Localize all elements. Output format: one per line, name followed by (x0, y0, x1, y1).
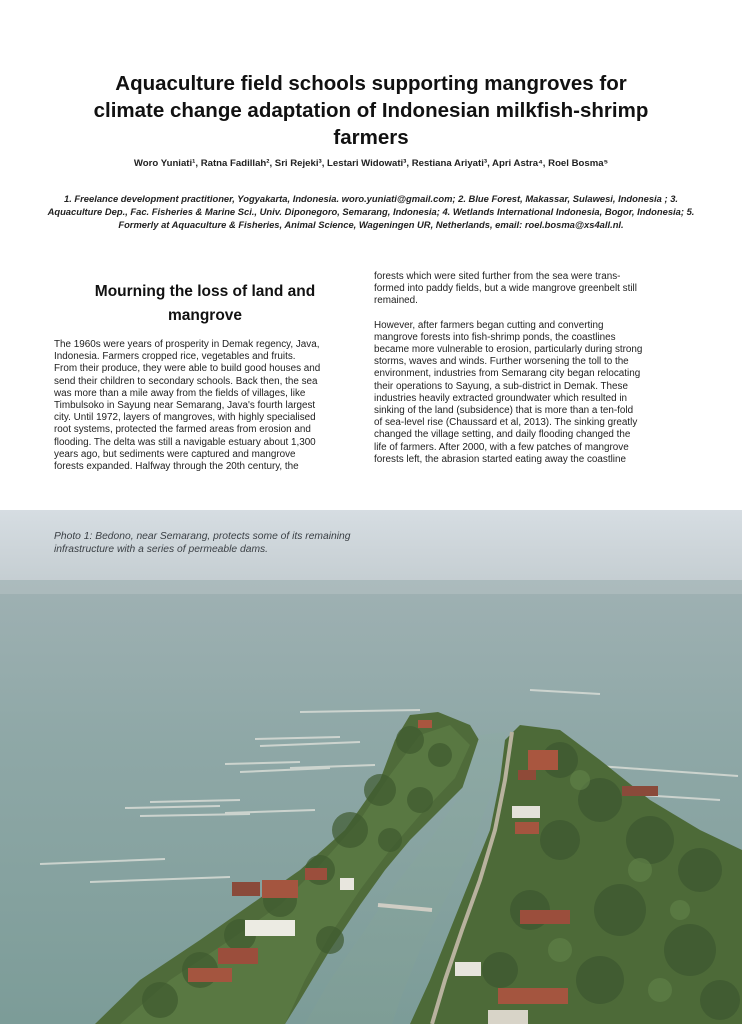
text-line: forests which were sited further from the sea were trans- (374, 271, 621, 282)
right-column-text (374, 271, 690, 466)
text-line: From their produce, they were able to build good houses and (54, 363, 321, 375)
text-line: sinking of the land (subsidence) that is more than a ten-fold (374, 405, 634, 417)
text-line: The 1960s were years of prosperity in Demak regency, Java, (54, 339, 320, 350)
text-line: city. Until 1972, layers of mangroves, with highly specialised (54, 412, 316, 424)
text-line: years ago, but sediments were captured and mangrove (54, 448, 296, 460)
text-line: send their children to secondary schools. Back then, the sea (54, 375, 318, 387)
aerial-photo-mangrove-coast (0, 510, 742, 1024)
left-column-text (54, 339, 360, 473)
text-line: forests expanded. Halfway through the 20th century, the (54, 461, 299, 473)
text-line: changed the village setting, and daily flooding changed the (374, 429, 631, 441)
affiliations: 1. Freelance development practitioner, Yogyakarta, Indonesia. woro.yuniati@gmail.com; 2. Blue Forest, Makassar, Sulawesi, Indonesia ; 3. Aquaculture Dep., Fac. Fisheries & Marine Sci., Univ. Diponegoro, Semarang, Indonesia; 4. Wetlands International Indonesia, Bogor, Indonesia; 5. Formerly at Aquaculture & Fisheries, Animal Science, Wageningen UR, Netherlands, email: roel.bosma@xs4all.nl. (47, 193, 695, 230)
text-line: became more vulnerable to erosion, particularly during strong (374, 344, 643, 356)
section-heading (54, 280, 356, 328)
text-line: forests left, the abrasion started eating away the coastline (374, 453, 626, 465)
photo-caption: Photo 1: Bedono, near Semarang, protects some of its remaining infrastructure with a series of permeable dams. (54, 531, 351, 555)
text-line: flooding. The delta was still a navigable estuary about 1,300 (54, 436, 316, 448)
text-line: environment, industries from Semarang city began relocating (374, 368, 641, 380)
title-line: Aquaculture field schools supporting mangroves for (115, 72, 627, 95)
section-heading-line: mangrove (167, 307, 243, 324)
title-line: farmers (333, 126, 409, 149)
section-heading-line: Mourning the loss of land and (94, 283, 316, 300)
text-line: remained. (374, 295, 418, 307)
text-line: formed into paddy fields, but a wide mangrove greenbelt still (374, 283, 637, 295)
text-line: life of farmers. After 2000, with a few patches of mangrove (374, 441, 629, 453)
text-line: Indonesia. Farmers cropped rice, vegetables and fruits. (54, 351, 296, 363)
text-line: of sea-level rise (Chaussard et al, 2013). The sinking greatly (374, 417, 638, 429)
author-list: Woro Yuniati¹, Ratna Fadillah², Sri Rejeki³, Lestari Widowati³, Restiana Ariyati³, Apri Astra⁴, Roel Bosma⁵ (133, 158, 609, 169)
title-line: climate change adaptation of Indonesian milkfish-shrimp (93, 99, 649, 122)
text-line: Timbulsoko in Sayung near Semarang, Java's fourth largest (54, 400, 316, 412)
text-line: industries heavily extracted groundwater which resulted in (374, 392, 628, 404)
text-line: storms, waves and winds. Further worsening the toll to the (374, 356, 629, 368)
text-line: However, after farmers began cutting and converting (374, 319, 604, 331)
text-line: was more than a mile away from the fields of villages, like (54, 387, 306, 399)
text-line: root systems, protected the farmed areas from erosion and (54, 424, 311, 436)
text-line: their operations to Sayung, a sub-district in Demak. These (374, 380, 628, 392)
paper-title (40, 70, 702, 151)
text-line: mangrove forests into fish-shrimp ponds, the coastlines (374, 331, 616, 343)
